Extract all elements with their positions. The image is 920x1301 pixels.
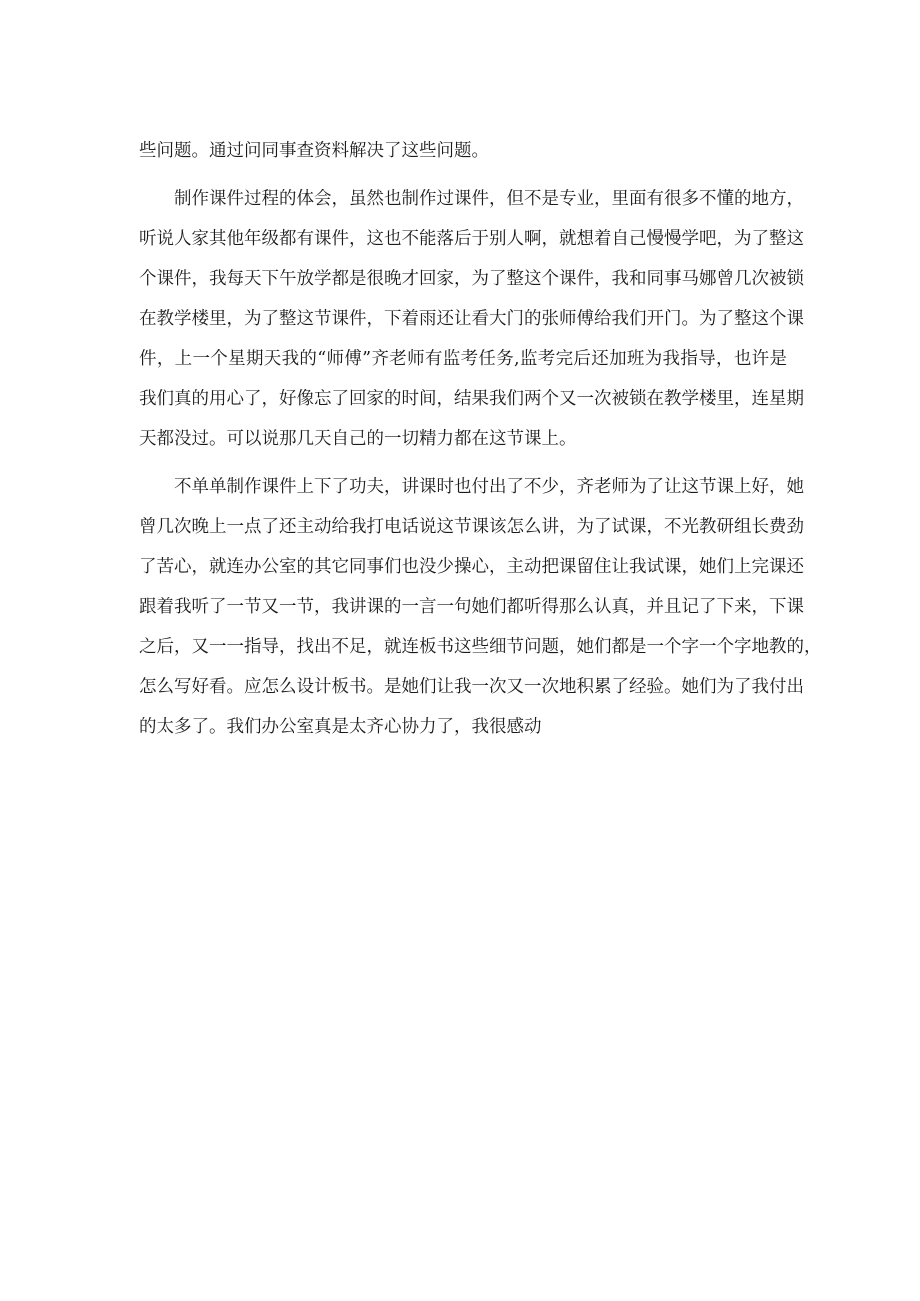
text-line: 不单单制作课件上下了功夫，讲课时也付出了不少，齐老师为了让这节课上好，她 (174, 477, 804, 497)
paragraph-3 (139, 467, 822, 747)
text-line: 听说人家其他年级都有课件，这也不能落后于别人啊，就想着自己慢慢学吧，为了整这 (139, 229, 804, 249)
text-line: 曾几次晚上一点了还主动给我打电话说这节课该怎么讲，为了试课，不光教研组长费劲 (139, 517, 804, 537)
text-line: 在教学楼里，为了整这节课件，下着雨还让看大门的张师傅给我们开门。为了整这个课 (139, 309, 804, 329)
text-line: 跟着我听了一节又一节，我讲课的一言一句她们都听得那么认真，并且记了下来，下课 (139, 597, 804, 617)
document-body (139, 131, 822, 755)
text-line: 天都没过。可以说那几天自己的一切精力都在这节课上。 (139, 429, 577, 449)
text-line: 之后，又一一指导，找出不足，就连板书这些细节问题，她们都是一个字一个字地教的， (139, 637, 822, 657)
paragraph-2 (139, 179, 804, 459)
text-line: 个课件，我每天下午放学都是很晚才回家，为了整这个课件，我和同事马娜曾几次被锁 (139, 269, 804, 289)
paragraph-1 (139, 131, 787, 171)
text-line: 我们真的用心了，好像忘了回家的时间，结果我们两个又一次被锁在教学楼里，连星期 (139, 389, 804, 409)
text-line: 了苦心，就连办公室的其它同事们也没少操心，主动把课留住让我试课，她们上完课还 (139, 557, 804, 577)
text-line: 制作课件过程的体会，虽然也制作过课件，但不是专业，里面有很多不懂的地方， (174, 189, 804, 209)
text-line: 的太多了。我们办公室真是太齐心协力了，我很感动 (139, 717, 542, 737)
text-line: 怎么写好看。应怎么设计板书。是她们让我一次又一次地积累了经验。她们为了我付出 (139, 677, 804, 697)
text-line: 件，上一个星期天我的“师傅”齐老师有监考任务,监考完后还加班为我指导，也许是 (139, 349, 787, 369)
text-line: 些问题。通过问同事查资料解决了这些问题。 (139, 141, 489, 161)
